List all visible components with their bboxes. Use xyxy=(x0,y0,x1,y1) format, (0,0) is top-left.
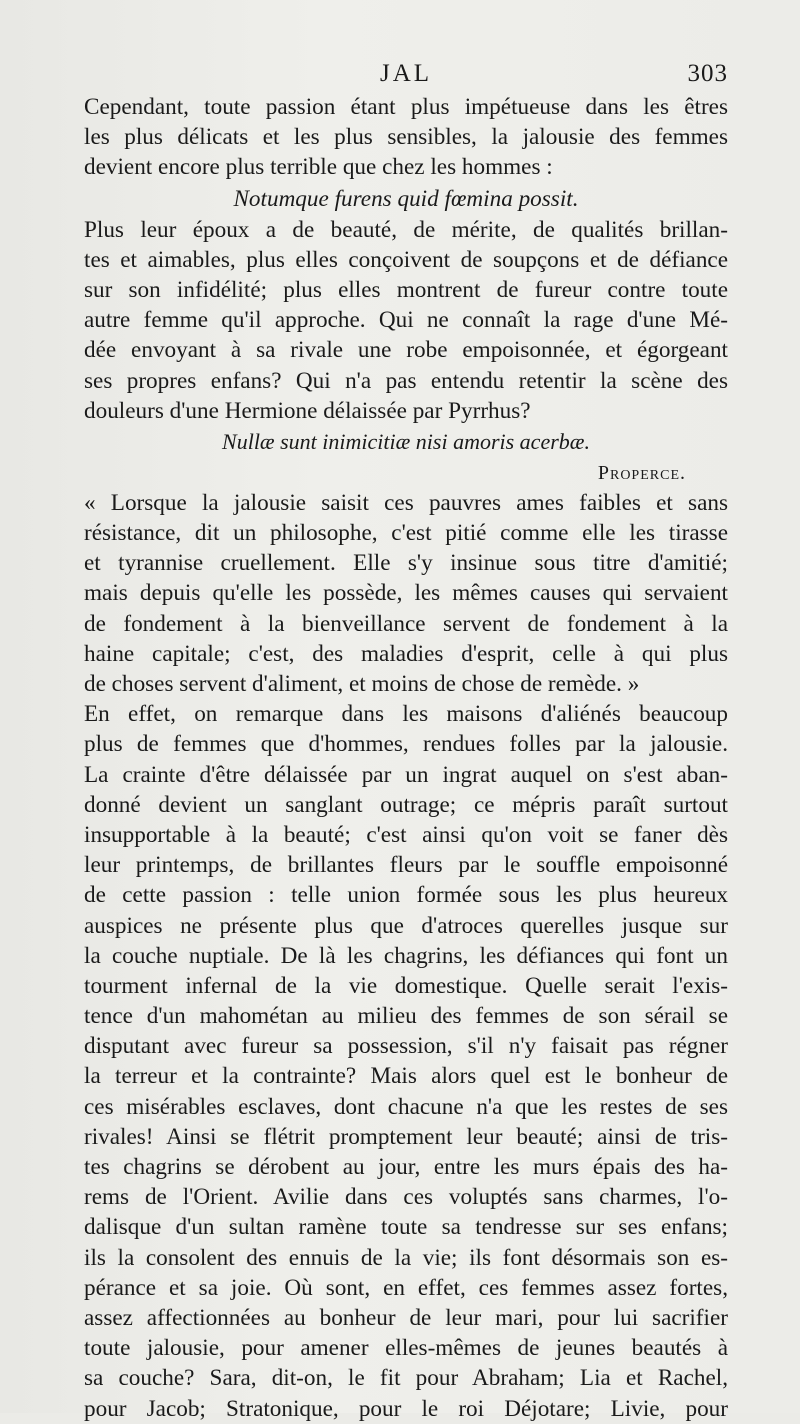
text-line: « Lorsque la jalousie saisit ces pauvres ames faibles et sans xyxy=(84,489,728,516)
text-line: la terreur et la contrainte? Mais alors quel est le bonheur de xyxy=(84,1063,728,1090)
text-line: tes et aimables, plus elles conçoivent de soupçons et de défiance xyxy=(84,246,728,273)
text-line: ses propres enfans? Qui n'a pas entendu retentir la scène des xyxy=(84,367,728,394)
text-line: tourment infernal de la vie domestique. Quelle serait l'exis- xyxy=(84,972,728,999)
text-line: haine capitale; c'est, des maladies d'esprit, celle à qui plus xyxy=(84,640,728,667)
text-line: et tyrannise cruellement. Elle s'y insinue sous titre d'amitié; xyxy=(84,550,728,577)
paragraph-2 xyxy=(84,215,728,426)
quote-attribution: Properce. xyxy=(597,461,686,484)
text-line: mais depuis qu'elle les possède, les mêmes causes qui servaient xyxy=(84,580,728,607)
text-line: auspices ne présente plus que d'atroces querelles jusque sur xyxy=(84,912,728,939)
text-line: pérance et sa joie. Où sont, en effet, ces femmes assez fortes, xyxy=(84,1274,728,1301)
text-line: douleurs d'une Hermione délaissée par Pyrrhus? xyxy=(84,397,531,424)
text-line: dée envoyant à sa rivale une robe empoisonnée, et égorgeant xyxy=(84,337,728,364)
text-line: tence d'un mahométan au milieu des femmes de son sérail se xyxy=(84,1003,728,1030)
latin-quote-1: Notumque furens quid fœmina possit. xyxy=(233,185,579,212)
text-line: toute jalousie, pour amener elles-mêmes de jeunes beautés à xyxy=(84,1335,728,1362)
text-line: autre femme qu'il approche. Qui ne connaît la rage d'une Mé- xyxy=(84,307,728,334)
page-number: 303 xyxy=(687,60,728,87)
text-line: ils la consolent des ennuis de la vie; ils font désormais son es- xyxy=(84,1244,728,1271)
text-line: la couche nuptiale. De là les chagrins, les défiances qui font un xyxy=(84,942,728,969)
text-line: ces misérables esclaves, dont chacune n'a que les restes de ses xyxy=(84,1093,728,1120)
text-line: les plus délicats et les plus sensibles, la jalousie des femmes xyxy=(84,124,728,151)
latin-quote-2: Nullæ sunt inimicitiæ nisi amoris acerbæ. xyxy=(222,428,590,454)
text-line: tes chagrins se dérobent au jour, entre les murs épais des ha- xyxy=(84,1154,728,1180)
text-line: La crainte d'être délaissée par un ingrat auquel on s'est aban- xyxy=(84,761,728,788)
text-line: rivales! Ainsi se flétrit promptement leur beauté; ainsi de tris- xyxy=(84,1123,728,1150)
text-line: sa couche? Sara, dit-on, le fit pour Abraham; Lia et Rachel, xyxy=(84,1365,728,1392)
paragraph-1 xyxy=(84,92,728,183)
text-line: pour Jacob; Stratonique, pour le roi Déjotare; Livie, pour xyxy=(84,1395,728,1422)
text-line: rems de l'Orient. Avilie dans ces voluptés sans charmes, l'o- xyxy=(84,1184,728,1211)
paragraph-4 xyxy=(84,699,728,1424)
text-line: insupportable à la beauté; c'est ainsi qu'on voit se faner dès xyxy=(84,821,728,848)
text-line: disputant avec fureur sa possession, s'il n'y faisait pas régner xyxy=(84,1033,728,1060)
text-line: sur son infidélité; plus elles montrent de fureur contre toute xyxy=(84,276,728,303)
text-line: dalisque d'un sultan ramène toute sa tendresse sur ses enfans; xyxy=(84,1214,728,1241)
text-line: devient encore plus terrible que chez les hommes : xyxy=(84,154,553,181)
text-line: En effet, on remarque dans les maisons d'aliénés beaucoup xyxy=(84,701,728,728)
text-line: leur printemps, de brillantes fleurs par le souffle empoisonné xyxy=(84,852,728,879)
paragraph-3 xyxy=(84,488,728,699)
running-head: JAL xyxy=(379,60,433,87)
text-line: résistance, dit un philosophe, c'est pitié comme elle les tirasse xyxy=(84,520,728,547)
page-header xyxy=(84,58,728,94)
text-line: de choses servent d'aliment, et moins de chose de remède. » xyxy=(84,671,640,697)
text-line: de fondement à la bienveillance servent de fondement à la xyxy=(84,610,728,637)
text-line: Cependant, toute passion étant plus impétueuse dans les êtres xyxy=(84,94,728,120)
body-text xyxy=(84,92,728,1424)
text-line: Plus leur époux a de beauté, de mérite, de qualités brillan- xyxy=(84,216,728,243)
text-line: de cette passion : telle union formée sous les plus heureux xyxy=(84,882,728,909)
text-line: assez affectionnées au bonheur de leur mari, pour lui sacrifier xyxy=(84,1304,728,1331)
text-line: plus de femmes que d'hommes, rendues folles par la jalousie. xyxy=(84,731,728,758)
text-line: donné devient un sanglant outrage; ce mépris paraît surtout xyxy=(84,791,728,818)
